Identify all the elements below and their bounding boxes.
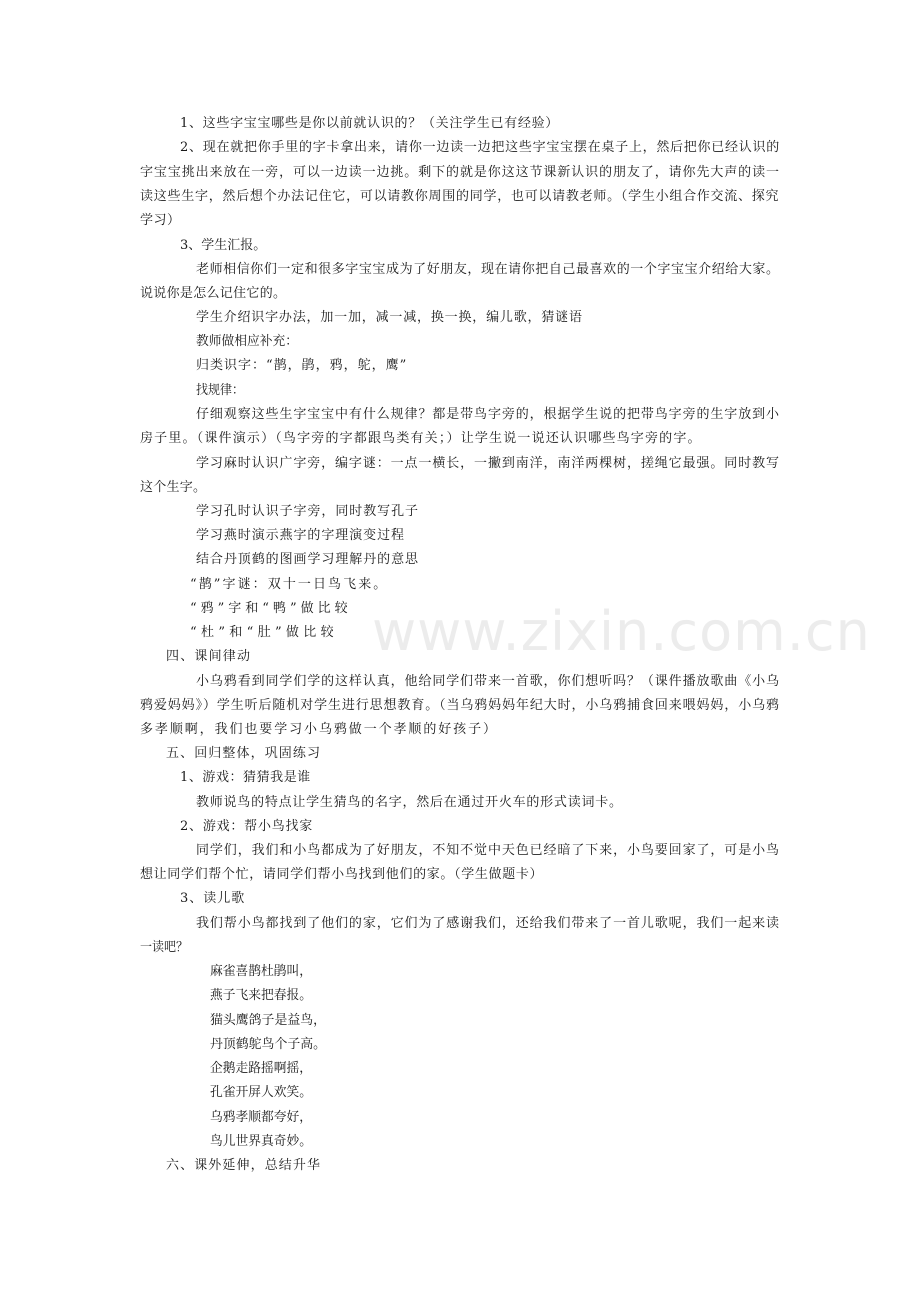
text-line: 丹顶鹤鸵鸟个子高。 xyxy=(210,1037,327,1052)
text-line: 学习燕时演示燕字的字理演变过程 xyxy=(196,528,405,543)
text-line: 归类识字：“鹊，鹃，鸦，鸵，鹰” xyxy=(196,358,408,373)
text-line: 企鹅走路摇啊摇， xyxy=(210,1061,313,1076)
text-line: 1、游戏：猜猜我是谁 xyxy=(180,770,311,785)
text-line: 燕子飞来把春报。 xyxy=(210,988,313,1003)
text-line: 同学们，我们和小鸟都成为了好朋友，不知不觉中天色已经暗了下来，小鸟要回家了，可是小鸟 xyxy=(196,843,780,858)
text-line: 想让同学们帮个忙，请同学们帮小鸟找到他们的家。（学生做题卡） xyxy=(140,867,544,882)
text-line: 3、学生汇报。 xyxy=(180,238,267,253)
text-line: 学生介绍识字办法，加一加，减一减，换一换，编儿歌，猜谜语 xyxy=(196,310,583,325)
text-line: 小乌鸦看到同学们学的这样认真，他给同学们带来一首歌，你们想听吗？（课件播放歌曲《小乌 xyxy=(196,674,780,689)
text-line: 这个生字。 xyxy=(140,480,207,495)
text-line: 麻雀喜鹊杜鹃叫， xyxy=(210,964,313,979)
text-line: 3、读儿歌 xyxy=(180,891,246,906)
text-line: 1、这些字宝宝哪些是你以前就认识的？（关注学生已有经验） xyxy=(180,116,559,131)
text-line: 猫头鹰鸽子是益鸟， xyxy=(210,1013,327,1028)
text-line: “鹊”字谜：双十一日鸟飞来。 xyxy=(190,577,389,592)
watermark: www.zixin.com.cn xyxy=(372,600,871,663)
text-line: 老师相信你们一定和很多字宝宝成为了好朋友，现在请你把自己最喜欢的一个字宝宝介绍给大家。 xyxy=(196,262,780,277)
text-line: 六、课外延伸，总结升华 xyxy=(166,1158,322,1173)
text-line: 仔细观察这些生字宝宝中有什么规律？都是带鸟字旁的，根据学生说的把带鸟字旁的生字放到小 xyxy=(196,407,780,422)
text-line: 五、回归整体，巩固练习 xyxy=(166,746,322,761)
text-line: 我们帮小鸟都找到了他们的家，它们为了感谢我们，还给我们带来了一首儿歌呢，我们一起来读 xyxy=(196,916,780,931)
text-line: 学习） xyxy=(140,213,181,228)
text-line: 多孝顺啊，我们也要学习小乌鸦做一个孝顺的好孩子） xyxy=(140,722,498,737)
text-line: 乌鸦孝顺都夸好， xyxy=(210,1110,313,1125)
text-line: 鸦爱妈妈》）学生听后随机对学生进行思想教育。（当乌鸦妈妈年纪大时，小乌鸦捕食回来喂妈妈，小乌鸦 xyxy=(140,698,780,713)
text-line: 学习麻时认识广字旁，编字谜：一点一横长，一撇到南洋，南洋两棵树，搓绳它最强。同时教写 xyxy=(196,456,780,471)
text-line: 房子里。（课件演示）（鸟字旁的字都跟鸟类有关；）让学生说一说还认识哪些鸟字旁的字。 xyxy=(140,431,702,446)
text-line: 说说你是怎么记住它的。 xyxy=(140,286,287,301)
text-line: 2、现在就把你手里的字卡拿出来，请你一边读一边把这些字宝宝摆在桌子上，然后把你已经认识的 xyxy=(180,140,781,155)
text-line: 结合丹顶鹤的图画学习理解丹的意思 xyxy=(196,552,419,567)
text-line: “杜”和“肚”做比较 xyxy=(190,625,338,640)
text-line: “鸦”字和“鸭”做比较 xyxy=(190,601,352,616)
text-line: 孔雀开屏人欢笑。 xyxy=(210,1085,313,1100)
text-line: 鸟儿世界真奇妙。 xyxy=(210,1134,313,1149)
text-line: 找规律： xyxy=(196,383,245,398)
text-line: 四、课间律动 xyxy=(166,649,252,664)
text-line: 教师说鸟的特点让学生猜鸟的名字，然后在通过开火车的形式读词卡。 xyxy=(196,795,623,810)
text-line: 字宝宝挑出来放在一旁，可以一边读一边挑。剩下的就是你这这节课新认识的朋友了，请你先大声的读一 xyxy=(140,165,780,180)
text-line: 2、游戏：帮小鸟找家 xyxy=(180,819,314,834)
text-line: 读这些生字，然后想个办法记住它，可以请教你周围的同学，也可以请教老师。（学生小组合作交流、探究 xyxy=(140,189,780,204)
text-line: 学习孔时认识子字旁，同时教写孔子 xyxy=(196,504,419,519)
text-line: 一读吧？ xyxy=(140,940,189,955)
text-line: 教师做相应补充： xyxy=(196,334,299,349)
